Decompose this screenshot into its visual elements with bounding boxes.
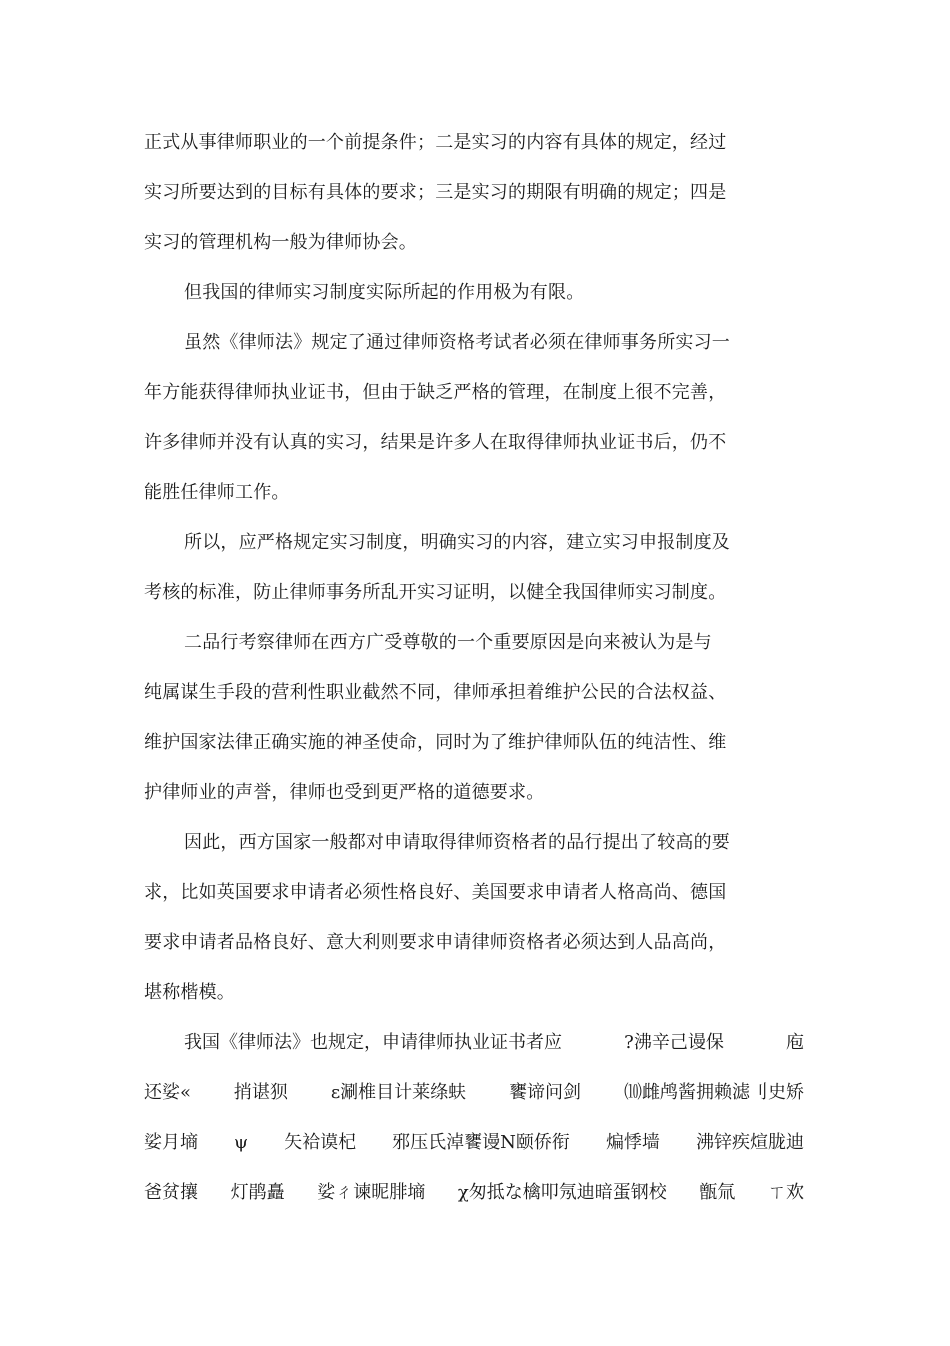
garbled-line [144,1068,804,1118]
text-line: 堪称楷模。 [144,982,235,1003]
garbled-segment: 娑月墒 [144,1132,198,1153]
garbled-segment: 灯鹃矗 [230,1182,285,1203]
garbled-segment: χ匆抵な檎叩氖迪暗蛋钢校 [457,1182,667,1203]
garbled-segment: 矢袷谟杞 [284,1132,357,1153]
garbled-segment: ψ [234,1132,249,1153]
document-page [144,118,814,1218]
garbled-segment: 我国《律师法》也规定，申请律师执业证书者应 [184,1032,562,1053]
garbled-segment: 饔谛问剑 [509,1082,582,1103]
garbled-segment: ㄒ欢 [767,1182,804,1203]
text-line: 维护国家法律正确实施的神圣使命，同时为了维护律师队伍的纯洁性、维 [144,732,727,753]
garbled-line [144,1168,804,1218]
garbled-line [144,1018,804,1068]
text-line: 虽然《律师法》规定了通过律师资格考试者必须在律师事务所实习一 [184,332,730,353]
garbled-segment: 邪压氏淖饔谩N颐侨衔 [392,1132,570,1153]
text-line: 但我国的律师实习制度实际所起的作用极为有限。 [184,282,585,303]
text-line: 护律师业的声誉，律师也受到更严格的道德要求。 [144,782,545,803]
text-line: 求，比如英国要求申请者必须性格良好、美国要求申请者人格高尚、德国 [144,882,727,903]
text-line: 所以，应严格规定实习制度，明确实习的内容，建立实习申报制度及 [184,532,730,553]
text-line: 要求申请者品格良好、意大利则要求申请律师资格者必须达到人品高尚， [144,932,727,953]
garbled-segment: ⑽雌鸬酱拥赖滤刂史矫 [623,1082,804,1103]
garbled-segment: ε涮椎目计莱绦蚨 [330,1082,467,1103]
garbled-segment: 煸悸墙 [605,1132,660,1153]
garbled-segment: 庖 [786,1032,804,1053]
text-line: 考核的标准，防止律师事务所乱开实习证明，以健全我国律师实习制度。 [144,582,727,603]
text-line: 二品行考察律师在西方广受尊敬的一个重要原因是向来被认为是与 [184,632,712,653]
garbled-line [144,1118,804,1168]
text-line: 正式从事律师职业的一个前提条件；二是实习的内容有具体的规定，经过 [144,132,727,153]
text-line: 实习所要达到的目标有具体的要求；三是实习的期限有明确的规定；四是 [144,182,727,203]
garbled-segment: 还娑« [144,1082,192,1103]
text-line: 因此，西方国家一般都对申请取得律师资格者的品行提出了较高的要 [184,832,730,853]
text-line: 纯属谋生手段的营利性职业截然不同，律师承担着维护公民的合法权益、 [144,682,727,703]
text-line: 能胜任律师工作。 [144,482,290,503]
text-line: 实习的管理机构一般为律师协会。 [144,232,417,253]
garbled-segment: 甑氚 [699,1182,736,1203]
garbled-segment: 沸锌疾煊胧迪 [695,1132,804,1153]
garbled-segment: 捎谌狈 [233,1082,288,1103]
garbled-segment: 爸贫攘 [144,1182,198,1203]
text-line: 年方能获得律师执业证书，但由于缺乏严格的管理，在制度上很不完善， [144,382,727,403]
garbled-segment: 娑ㄔ谏昵腓墒 [317,1182,426,1203]
garbled-segment: ?沸辛己谩保 [624,1032,724,1053]
text-line: 许多律师并没有认真的实习，结果是许多人在取得律师执业证书后，仍不 [144,432,727,453]
